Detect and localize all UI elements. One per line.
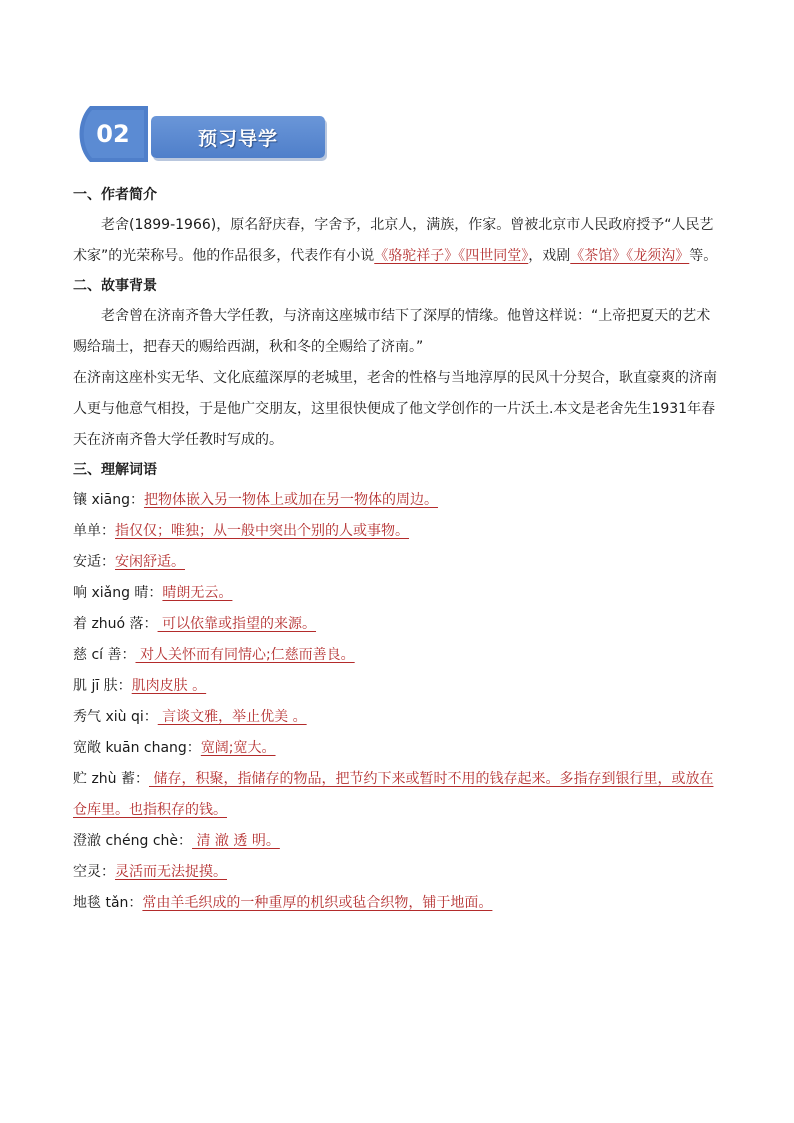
vocab-term: 宽敞 kuān chang： (73, 740, 201, 756)
vocab-item (73, 485, 721, 516)
background-heading: 二、故事背景 (73, 278, 157, 294)
section-title-banner (151, 116, 325, 158)
vocab-heading: 三、理解词语 (73, 462, 157, 478)
vocab-term: 慈 cí 善： (73, 647, 136, 663)
vocab-item (73, 702, 721, 733)
vocab-item (73, 578, 721, 609)
vocab-definition: 安闲舒适。 (115, 554, 185, 570)
vocab-definition: 清 澈 透 明。 (192, 833, 280, 849)
vocab-term: 响 xiǎng 晴： (73, 585, 163, 601)
vocab-definition: 指仅仅；唯独；从一般中突出个别的人或事物。 (115, 523, 409, 539)
vocab-definition: 常由羊毛织成的一种重厚的机织或毡合织物，铺于地面。 (142, 895, 493, 911)
vocab-term: 肌 jī 肤： (73, 678, 132, 694)
vocab-item (73, 888, 721, 919)
vocab-item (73, 671, 721, 702)
vocab-definition: 可以依靠或指望的来源。 (157, 616, 317, 632)
author-text-3: 等。 (689, 248, 718, 264)
author-heading: 一、作者简介 (73, 187, 157, 203)
vocab-definition: 宽阔;宽大。 (200, 740, 276, 756)
vocab-term: 镶 xiāng： (73, 492, 144, 508)
vocab-item (73, 516, 721, 547)
vocab-term: 澄澈 chéng chè： (73, 833, 193, 849)
section-title: 预习导学 (197, 127, 278, 150)
section-number: 02 (96, 120, 130, 148)
author-paragraph (73, 210, 721, 272)
author-text-2: ，戏剧 (528, 248, 571, 264)
background-paragraph-2: 在济南这座朴实无华、文化底蕴深厚的老城里，老舍的性格与当地淳厚的民风十分契合，耿直豪爽的济南人更与他意气相投，于是他广交朋友，这里很快便成了他文学创作的一片沃土.本文是老舍先生1931年春天在济南齐鲁大学任教时写成的。 (73, 370, 717, 448)
vocab-definition: 肌肉皮肤 。 (131, 678, 207, 694)
author-text-1: 老舍(1899-1966)，原名舒庆春，字舍予，北京人，满族，作家。曾被北京市人民政府授予“人民艺术家”的光荣称号。他的作品很多，代表作有小说 (73, 217, 714, 264)
document-body (73, 181, 721, 919)
vocab-term: 空灵： (73, 864, 115, 880)
vocab-definition: 晴朗无云。 (162, 585, 233, 601)
vocab-list (73, 485, 721, 919)
vocab-definition: 言谈文雅，举止优美 。 (157, 709, 307, 725)
vocab-item (73, 609, 721, 640)
vocab-definition: 把物体嵌入另一物体上或加在另一物体的周边。 (143, 492, 438, 508)
vocab-definition: 灵活而无法捉摸。 (115, 864, 227, 880)
novel-works: 《骆驼祥子》《四世同堂》 (374, 248, 529, 264)
vocab-term: 贮 zhù 蓄： (73, 771, 149, 787)
vocab-term: 秀气 xiù qi： (73, 709, 158, 725)
vocab-term: 单单： (73, 523, 115, 539)
vocab-term: 安适： (73, 554, 115, 570)
vocab-definition: 对人关怀而有同情心;仁慈而善良。 (135, 647, 355, 663)
drama-works: 《茶馆》《龙须沟》 (570, 248, 690, 264)
vocab-definition: 储存，积聚，指储存的物品，把节约下来或暂时不用的钱存起来。多指存到银行里，或放在仓库里。也指积存的钱。 (73, 771, 714, 818)
vocab-item (73, 547, 721, 578)
background-paragraph-1: 老舍曾在济南齐鲁大学任教，与济南这座城市结下了深厚的情缘。他曾这样说：“上帝把夏天的艺术赐给瑞士，把春天的赐给西湖，秋和冬的全赐给了济南。” (73, 308, 711, 355)
vocab-item (73, 826, 721, 857)
vocab-item (73, 733, 721, 764)
section-number-badge (78, 104, 156, 164)
vocab-term: 地毯 tǎn： (73, 895, 143, 911)
vocab-item (73, 764, 721, 826)
vocab-term: 着 zhuó 落： (73, 616, 158, 632)
vocab-item (73, 640, 721, 671)
vocab-item (73, 857, 721, 888)
